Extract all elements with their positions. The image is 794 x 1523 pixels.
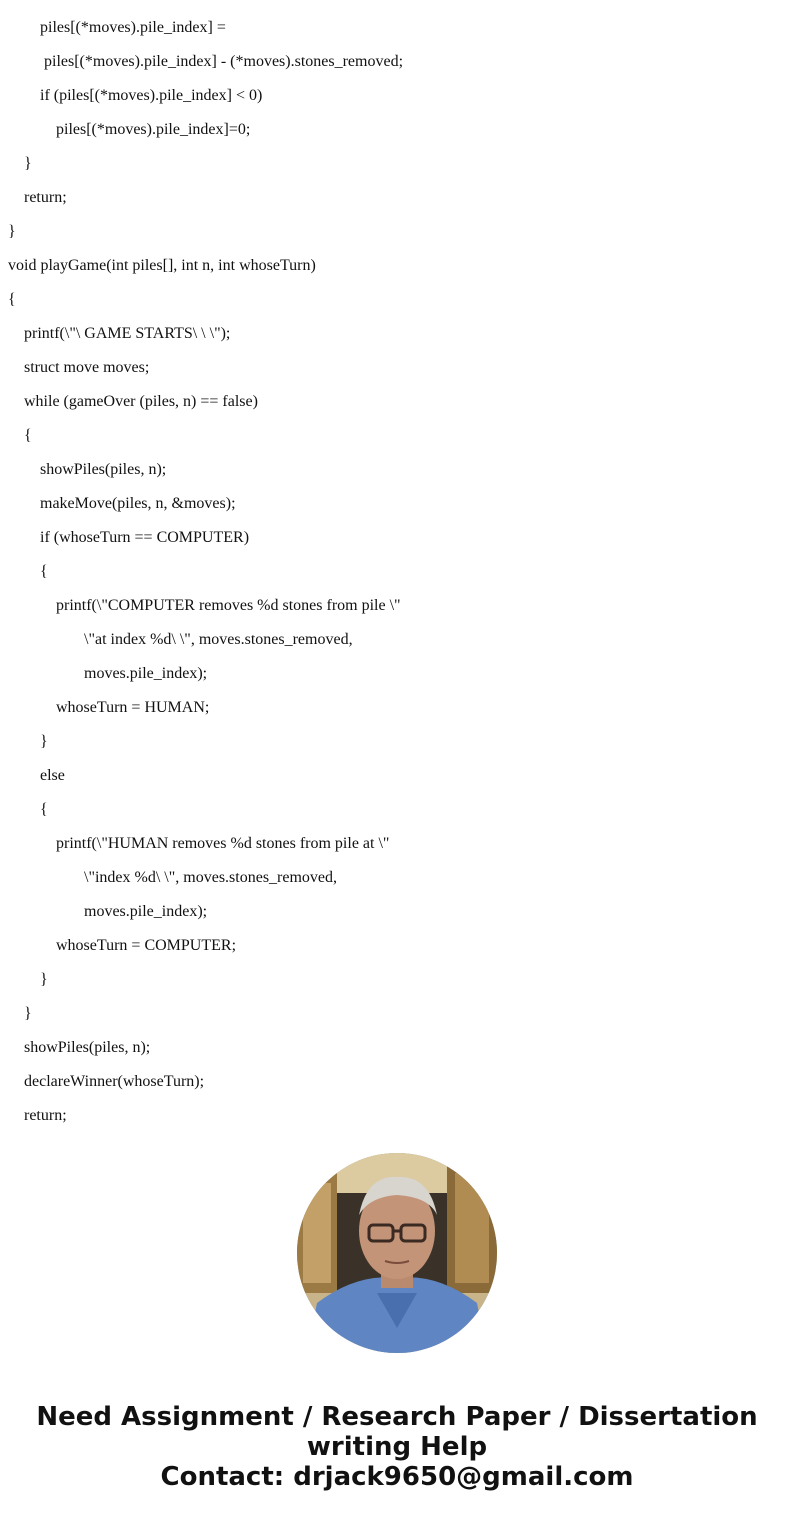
author-avatar	[297, 1153, 497, 1353]
code-line: {	[40, 563, 48, 580]
code-line: {	[40, 801, 48, 818]
code-line: struct move moves;	[24, 359, 150, 376]
code-line: \"index %d\ \", moves.stones_removed,	[84, 869, 338, 886]
footer-line-3: Contact: drjack9650@gmail.com	[160, 1462, 634, 1492]
code-line: \"at index %d\ \", moves.stones_removed,	[84, 631, 353, 648]
code-line: showPiles(piles, n);	[24, 1039, 151, 1056]
code-line: {	[8, 291, 16, 308]
code-line: printf(\"COMPUTER removes %d stones from pile \"	[56, 597, 401, 614]
code-line: piles[(*moves).pile_index]=0;	[56, 121, 251, 138]
code-line: }	[8, 223, 16, 240]
code-line: printf(\"HUMAN removes %d stones from pile at \"	[56, 835, 390, 852]
code-line: return;	[24, 189, 67, 206]
code-line: whoseTurn = HUMAN;	[56, 699, 210, 716]
code-line: while (gameOver (piles, n) == false)	[24, 393, 258, 410]
code-line: makeMove(piles, n, &moves);	[40, 495, 236, 512]
code-line: }	[24, 155, 32, 172]
code-line: declareWinner(whoseTurn);	[24, 1073, 205, 1090]
code-line: {	[24, 427, 32, 444]
code-line: piles[(*moves).pile_index] =	[40, 19, 226, 36]
code-line: }	[40, 971, 48, 988]
footer-line-1: Need Assignment / Research Paper / Dissertation	[36, 1402, 758, 1432]
code-line: }	[40, 733, 48, 750]
code-line: else	[40, 767, 65, 784]
code-line: piles[(*moves).pile_index] - (*moves).stones_removed;	[44, 53, 404, 70]
code-line: moves.pile_index);	[84, 665, 208, 682]
footer-contact	[0, 1402, 794, 1492]
code-line: showPiles(piles, n);	[40, 461, 167, 478]
code-line: if (whoseTurn == COMPUTER)	[40, 529, 250, 546]
code-line: }	[24, 1005, 32, 1022]
code-line: moves.pile_index);	[84, 903, 208, 920]
code-line: whoseTurn = COMPUTER;	[56, 937, 237, 954]
code-line: return;	[24, 1107, 67, 1124]
footer-line-2: writing Help	[306, 1432, 488, 1462]
code-line: void playGame(int piles[], int n, int whoseTurn)	[8, 257, 316, 274]
code-line: printf(\"\ GAME STARTS\ \ \");	[24, 325, 231, 342]
code-line: if (piles[(*moves).pile_index] < 0)	[40, 87, 263, 104]
